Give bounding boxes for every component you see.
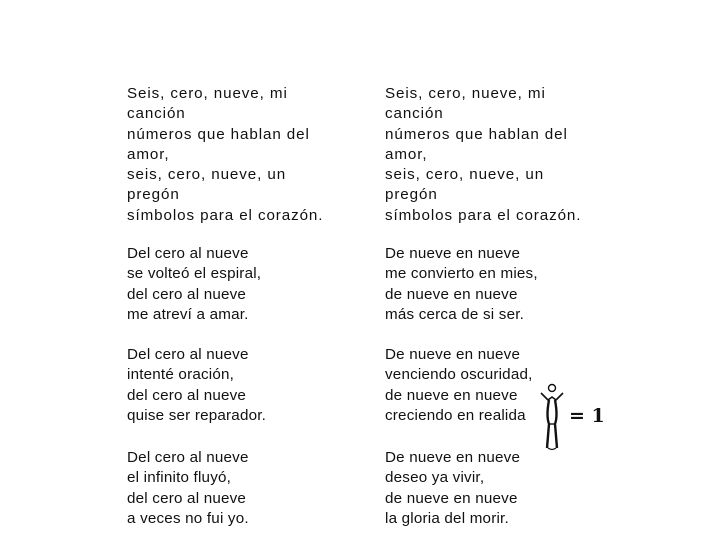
- left-stanza-1: [127, 244, 261, 325]
- verse-line: deseo ya vivir,: [385, 469, 485, 487]
- right-chorus-line: canción: [385, 105, 444, 123]
- left-chorus-line: símbolos para el corazón.: [127, 206, 324, 224]
- verse-line: De nueve en nueve: [385, 449, 521, 466]
- right-stanza-2: [385, 345, 533, 426]
- right-chorus-line: Seis, cero, nueve, mi: [385, 85, 546, 102]
- verse-line: del cero al nueve: [127, 489, 247, 507]
- verse-line: me atreví a amar.: [127, 305, 249, 323]
- right-chorus-line: seis, cero, nueve, un: [385, 166, 545, 184]
- verse-line: de nueve en nueve: [385, 285, 518, 303]
- left-chorus-line: amor,: [127, 145, 170, 163]
- verse-line: más cerca de si ser.: [385, 305, 525, 323]
- verse-line: venciendo oscuridad,: [385, 366, 533, 384]
- verse-line: del cero al nueve: [127, 285, 247, 303]
- verse-line: De nueve en nueve: [385, 346, 521, 363]
- verse-line: me convierto en mies,: [385, 265, 538, 283]
- verse-line: la gloria del morir.: [385, 509, 509, 527]
- stick-figure-icon: [533, 378, 567, 454]
- right-chorus-line: pregón: [385, 186, 438, 204]
- verse-line: el infinito fluyó,: [127, 469, 232, 487]
- verse-line: Del cero al nueve: [127, 346, 249, 363]
- verse-line: quise ser reparador.: [127, 406, 267, 424]
- verse-line: de nueve en nueve: [385, 489, 518, 507]
- left-chorus-line: seis, cero, nueve, un: [127, 166, 287, 184]
- verse-line: De nueve en nueve: [385, 245, 521, 262]
- right-chorus: [385, 84, 581, 226]
- right-chorus-line: amor,: [385, 145, 428, 163]
- left-chorus-line: pregón: [127, 186, 180, 204]
- left-chorus: [127, 84, 323, 226]
- verse-line: del cero al nueve: [127, 386, 247, 404]
- equals-one-label: = 1: [569, 405, 605, 427]
- verse-line: de nueve en nueve: [385, 386, 518, 404]
- left-stanza-3: [127, 448, 249, 529]
- verse-line: a veces no fui yo.: [127, 509, 249, 527]
- right-chorus-line: números que hablan del: [385, 125, 568, 143]
- left-chorus-line: números que hablan del: [127, 125, 310, 143]
- figure-equals-one: [533, 378, 613, 454]
- verse-line: Del cero al nueve: [127, 245, 249, 262]
- right-chorus-line: símbolos para el corazón.: [385, 206, 582, 224]
- left-chorus-line: canción: [127, 105, 186, 123]
- verse-line: se volteó el espiral,: [127, 265, 262, 283]
- left-chorus-line: Seis, cero, nueve, mi: [127, 85, 288, 102]
- verse-line: Del cero al nueve: [127, 449, 249, 466]
- verse-line: creciendo en realida: [385, 406, 526, 424]
- left-stanza-2: [127, 345, 266, 426]
- right-stanza-3: [385, 448, 520, 529]
- right-stanza-1: [385, 244, 538, 325]
- verse-line: intenté oración,: [127, 366, 235, 384]
